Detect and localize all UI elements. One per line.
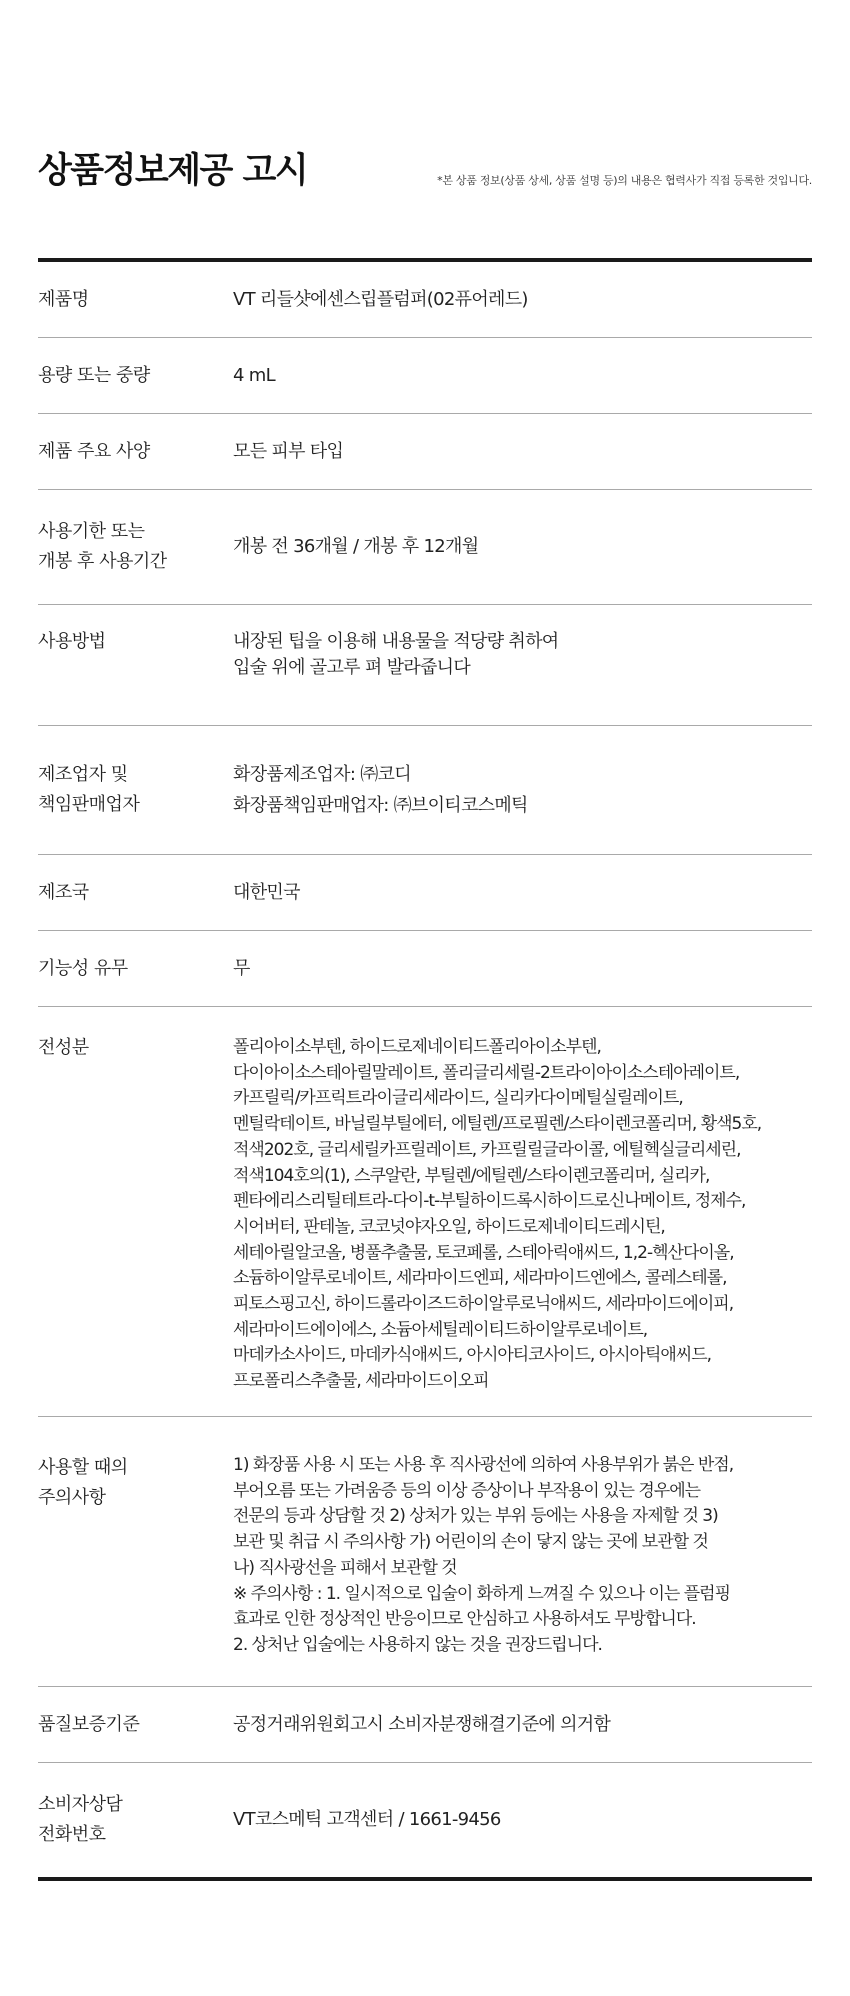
table-row-usage	[38, 605, 812, 726]
table-row-contact	[38, 1763, 812, 1877]
table-row-precautions	[38, 1417, 812, 1687]
row-value: 공정거래위원회고시 소비자분쟁해결기준에 의거함	[233, 1713, 611, 1735]
row-value: 개봉 전 36개월 / 개봉 후 12개월	[233, 536, 479, 557]
row-label: 기능성 유무	[38, 957, 128, 979]
row-label: 사용할 때의 주의사항	[38, 1457, 128, 1508]
row-label: 제조국	[38, 881, 89, 903]
row-label: 소비자상담 전화번호	[38, 1794, 123, 1845]
table-row-volume	[38, 338, 812, 414]
row-value: 무	[233, 957, 250, 979]
row-value: VT 리들샷에센스립플럼퍼(02퓨어레드)	[233, 288, 528, 310]
row-value: 대한민국	[233, 881, 300, 903]
row-label: 사용방법	[38, 631, 106, 652]
row-label: 용량 또는 중량	[38, 364, 150, 386]
header	[38, 146, 812, 196]
table-row-functional	[38, 931, 812, 1007]
row-value: 내장된 팁을 이용해 내용물을 적당량 취하여 입술 위에 골고루 펴 발라줍니다	[233, 631, 559, 678]
row-value: 화장품제조업자: ㈜코디 화장품책임판매업자: ㈜브이티코스메틱	[233, 764, 528, 816]
row-value: 폴리아이소부텐, 하이드로제네이티드폴리아이소부텐, 다이아이소스테아릴말레이트, 폴리글리세릴-2트라이아이소스테아레이트, 카프릴릭/카프릭트라이글리세라이드, 실리카다이메틸실릴레이트, 멘틸락테이트, 바닐릴부틸에터, 에틸렌/프로필렌/스타이렌코폴리머, 황색5호, 적색202호, 글리세릴카프릴레이트, 카프릴릴글라이콜, 에틸헥실글리세린, 적색104호의(1), 스쿠알란, 부틸렌/에틸렌/스타이렌코폴리머, 실리카, 펜타에리스리틸테트라-다이-t-부틸하이드록시하이드로신나메이트, 정제수, 시어버터, 판테놀, 코코넛야자오일, 하이드로제네이티드레시틴, 세테아릴알코올, 병풀추출물, 토코페롤, 스테아릭애씨드, 1,2-헥산다이올, 소듐하이알루로네이트, 세라마이드엔피, 세라마이드엔에스, 콜레스테롤, 피토스핑고신, 하이드롤라이즈드하이알루로닉애씨드, 세라마이드에이피, 세라마이드에이에스, 소듐아세틸레이티드하이알루로네이트, 마데카소사이드, 마데카식애씨드, 아시아티코사이드, 아시아틱애씨드, 프로폴리스추출물, 세라마이드이오피	[233, 1037, 762, 1392]
page-title: 상품정보제공 고시	[38, 151, 308, 191]
row-label: 제품 주요 사양	[38, 440, 150, 462]
row-value: VT코스메틱 고객센터 / 1661-9456	[233, 1809, 501, 1830]
row-label: 품질보증기준	[38, 1713, 140, 1735]
row-value: 1) 화장품 사용 시 또는 사용 후 직사광선에 의하여 사용부위가 붉은 반점, 부어오름 또는 가려움증 등의 이상 증상이나 부작용이 있는 경우에는 전문의 등과 상담할 것 2) 상처가 있는 부위 등에는 사용을 자제할 것 3) 보관 및 취급 시 주의사항 가) 어린이의 손이 닿지 않는 곳에 보관할 것 나) 직사광선을 피해서 보관할 것 ※ 주의사항 : 1. 일시적으로 입술이 화하게 느껴질 수 있으나 이는 플럼핑 효과로 인한 정상적인 반응이므로 안심하고 사용하셔도 무방합니다. 2. 상처난 입술에는 사용하지 않는 것을 권장드립니다.	[233, 1455, 734, 1655]
disclaimer-note: *본 상품 정보(상품 상세, 상품 설명 등)의 내용은 협력사가 직접 등록한 것입니다.	[437, 174, 812, 187]
row-value: 모든 피부 타입	[233, 440, 344, 462]
table-row-manufacturer	[38, 726, 812, 855]
table-row-country	[38, 855, 812, 931]
table-row-product-name	[38, 262, 812, 338]
row-value: 4 mL	[233, 364, 275, 386]
row-label: 전성분	[38, 1037, 89, 1058]
table-row-expiry	[38, 490, 812, 605]
row-label: 제품명	[38, 288, 89, 310]
product-info-table	[38, 258, 812, 1881]
row-label: 제조업자 및 책임판매업자	[38, 764, 140, 815]
row-label: 사용기한 또는 개봉 후 사용기간	[38, 521, 167, 572]
table-row-quality	[38, 1687, 812, 1763]
table-row-main-spec	[38, 414, 812, 490]
table-row-ingredients	[38, 1007, 812, 1417]
